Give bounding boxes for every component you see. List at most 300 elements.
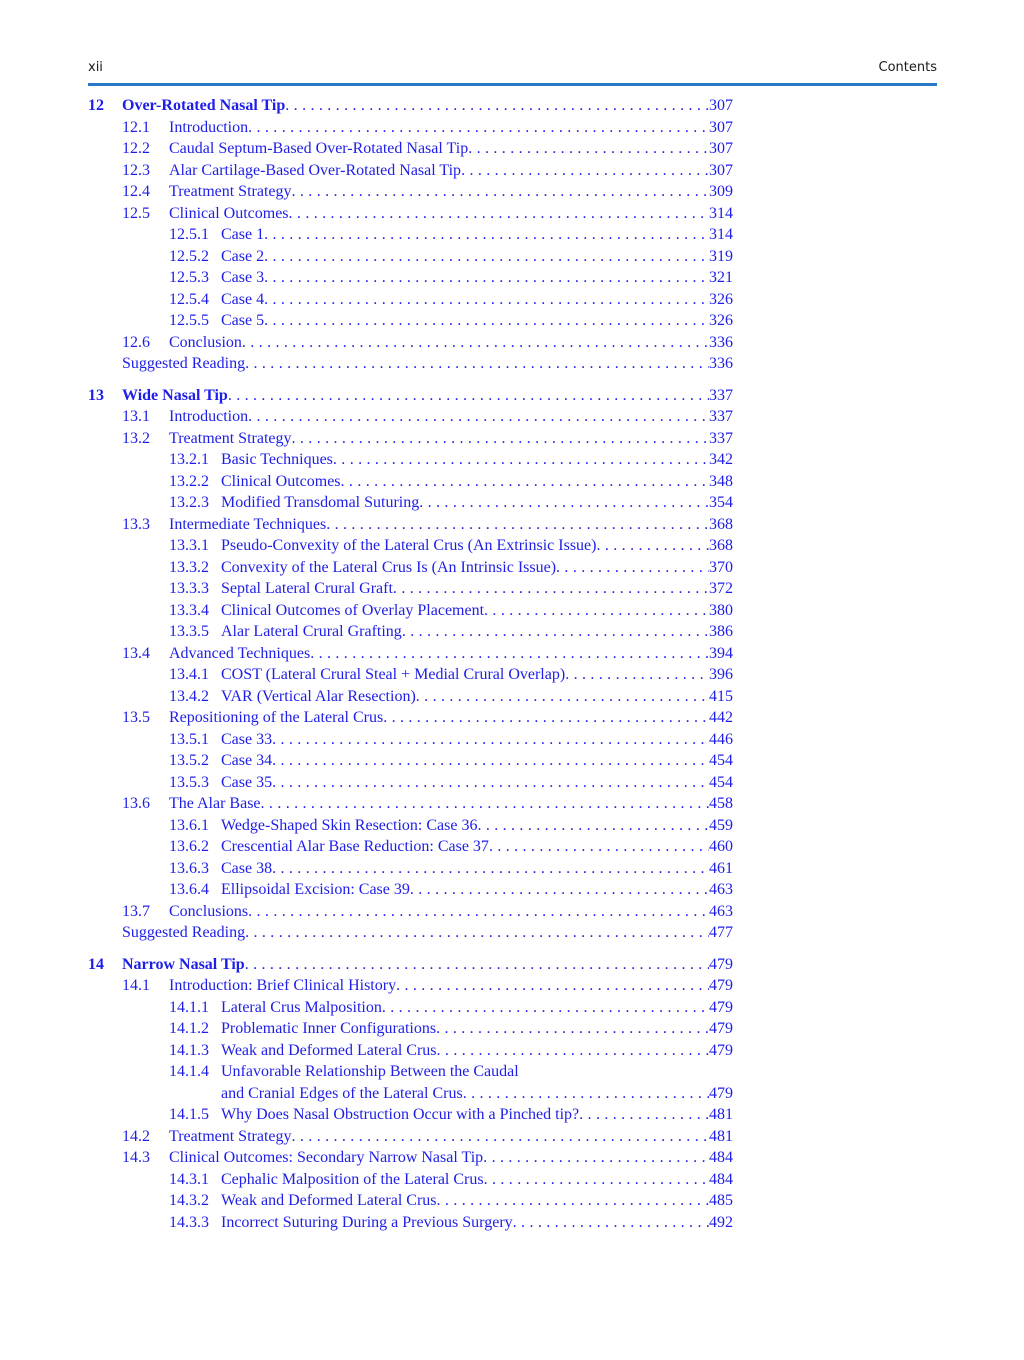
toc-entry-number: 13.6.3 (169, 859, 209, 877)
toc-entry-page: 477 (709, 924, 733, 941)
toc-entry-number: 13.4 (122, 644, 150, 662)
toc-subsection-entry[interactable] (88, 557, 733, 579)
toc-subsection-entry[interactable] (88, 578, 733, 600)
toc-subsection-entry[interactable] (88, 879, 733, 901)
toc-entry-page: 307 (709, 118, 733, 136)
toc-entry-title-continuation: and Cranial Edges of the Lateral Crus (221, 1084, 463, 1102)
toc-entry-number: 13.3.3 (169, 580, 209, 597)
toc-entry-line (221, 858, 733, 880)
toc-entry-page: 454 (709, 773, 733, 791)
toc-entry-number: 12.5.1 (169, 226, 209, 243)
toc-entry-number: 13.6 (122, 795, 150, 812)
toc-entry-number: 13.4.1 (169, 666, 209, 683)
toc-entry-title: Unfavorable Relationship Between the Caudal (221, 1063, 519, 1080)
toc-entry-number: 14.3 (122, 1149, 150, 1166)
dot-leader (477, 815, 709, 837)
toc-section-entry[interactable] (88, 138, 733, 160)
toc-entry-number: 12.2 (122, 140, 150, 157)
toc-entry-title: Convexity of the Lateral Crus Is (An Intrinsic Issue) (221, 558, 557, 576)
toc-entry-page: 481 (709, 1127, 733, 1145)
toc-entry-number: 12.6 (122, 333, 150, 351)
dot-leader (513, 1212, 709, 1234)
toc-entry-line (122, 353, 733, 375)
toc-entry-line (122, 954, 733, 976)
toc-entry-page: 479 (709, 977, 733, 994)
dot-leader (341, 471, 709, 493)
dot-leader (264, 310, 709, 332)
dot-leader (416, 686, 709, 708)
header-rule (88, 83, 937, 86)
toc-subsection-entry[interactable] (88, 267, 733, 289)
toc-subsection-entry[interactable] (88, 1018, 733, 1040)
toc-entry-title: Introduction (169, 408, 249, 425)
toc-entry-line (169, 181, 733, 203)
toc-entry-page: 479 (709, 1084, 733, 1102)
toc-entry-title: Case 3 (221, 269, 265, 286)
toc-entry-title: Case 2 (221, 247, 265, 265)
toc-entry-line (221, 750, 733, 772)
toc-subsection-entry[interactable] (88, 815, 733, 837)
toc-entry-title: Weak and Deformed Lateral Crus (221, 1192, 437, 1209)
toc-entry-page: 307 (709, 97, 733, 114)
toc-section-entry[interactable] (88, 406, 733, 428)
toc-section-entry[interactable] (88, 975, 733, 997)
toc-subsection-entry[interactable] (88, 858, 733, 880)
toc-entry-title: Intermediate Techniques (169, 515, 327, 533)
dot-leader (272, 772, 709, 794)
toc-entry-title: Suggested Reading (122, 924, 246, 941)
dot-leader (410, 879, 709, 901)
toc-entry-line (169, 1126, 733, 1148)
dot-leader (272, 729, 709, 751)
table-of-contents (88, 95, 733, 1233)
toc-entry-line (221, 535, 733, 557)
toc-entry-page: 442 (709, 709, 733, 726)
toc-entry-line (221, 1104, 733, 1126)
toc-subsection-entry[interactable] (88, 772, 733, 794)
toc-subsection-entry[interactable] (88, 289, 733, 311)
toc-entry-line (221, 1212, 733, 1234)
dot-leader (292, 1126, 710, 1148)
dot-leader (333, 449, 709, 471)
toc-section-entry[interactable] (88, 901, 733, 923)
toc-entry-page: 394 (709, 644, 733, 662)
toc-entry-page: 492 (709, 1213, 733, 1231)
toc-entry-number: 12.1 (122, 118, 150, 136)
toc-entry-title: Ellipsoidal Excision: Case 39 (221, 881, 410, 898)
toc-section-entry[interactable] (88, 1126, 733, 1148)
toc-entry-title: VAR (Vertical Alar Resection) (221, 687, 416, 705)
toc-entry-title: Clinical Outcomes: Secondary Narrow Nasal Tip (169, 1149, 484, 1166)
toc-entry-line (221, 600, 733, 622)
toc-entry-title: Case 33 (221, 730, 273, 748)
toc-entry-page: 463 (709, 881, 733, 898)
toc-entry-line (221, 879, 733, 901)
toc-entry-title: Case 35 (221, 773, 273, 791)
toc-section-entry[interactable] (88, 117, 733, 139)
toc-section-entry[interactable] (88, 428, 733, 450)
dot-leader (437, 1040, 709, 1062)
toc-entry-page: 484 (709, 1149, 733, 1166)
toc-entry-number: 13.3.5 (169, 623, 209, 640)
toc-entry-number: 13.6.2 (169, 838, 209, 855)
running-header-title: Contents (878, 60, 937, 75)
dot-leader (310, 643, 709, 665)
toc-entry-page: 336 (709, 355, 733, 372)
toc-entry-title: Weak and Deformed Lateral Crus (221, 1041, 437, 1059)
toc-entry-title: Treatment Strategy (169, 429, 292, 447)
toc-entry-page: 454 (709, 752, 733, 769)
toc-entry-line (169, 975, 733, 997)
toc-section-entry[interactable] (88, 160, 733, 182)
toc-entry-page: 368 (709, 515, 733, 533)
toc-chapter-entry[interactable] (88, 385, 733, 407)
toc-entry-page: 370 (709, 558, 733, 576)
toc-entry-title: Caudal Septum-Based Over-Rotated Nasal Tip (169, 140, 469, 157)
toc-subsection-entry[interactable] (88, 310, 733, 332)
dot-leader (468, 138, 709, 160)
toc-entry-number: 12.3 (122, 161, 150, 179)
toc-entry-page: 481 (709, 1106, 733, 1123)
toc-entry-line (169, 643, 733, 665)
toc-entry-number: 13.5.1 (169, 730, 209, 748)
toc-entry-number: 13.2.1 (169, 451, 209, 468)
toc-entry-page: 321 (709, 269, 733, 286)
toc-entry-number: 12.4 (122, 183, 150, 200)
toc-entry-line (221, 289, 733, 311)
toc-section-entry[interactable] (88, 353, 733, 375)
toc-entry-number: 13.5 (122, 709, 150, 726)
toc-entry-title: Advanced Techniques (169, 644, 311, 662)
toc-subsection-entry[interactable] (88, 471, 733, 493)
toc-entry-number: 13.6.4 (169, 881, 209, 898)
toc-subsection-entry[interactable] (88, 1104, 733, 1126)
toc-entry-title: Alar Lateral Crural Grafting (221, 623, 402, 640)
toc-entry-page: 319 (709, 247, 733, 265)
toc-entry-number: 13.3.4 (169, 601, 209, 619)
toc-entry-number: 14.3.2 (169, 1192, 209, 1209)
dot-leader (248, 406, 709, 428)
dot-leader (436, 1018, 709, 1040)
toc-entry-page: 461 (709, 859, 733, 877)
dot-leader (326, 514, 709, 536)
toc-section-entry[interactable] (88, 793, 733, 815)
dot-leader (461, 160, 709, 182)
toc-subsection-entry[interactable] (88, 686, 733, 708)
toc-subsection-entry[interactable] (88, 224, 733, 246)
toc-entry-title: Clinical Outcomes (169, 204, 289, 222)
toc-subsection-entry[interactable] (88, 492, 733, 514)
toc-entry-page: 368 (709, 537, 733, 554)
toc-entry-number: 12 (88, 97, 104, 114)
toc-entry-line (221, 1083, 733, 1105)
toc-entry-number: 14 (88, 955, 104, 973)
dot-leader (402, 621, 709, 643)
toc-entry-number: 13.7 (122, 902, 150, 920)
dot-leader (484, 1169, 709, 1191)
toc-entry-page: 326 (709, 290, 733, 308)
toc-subsection-entry[interactable] (88, 600, 733, 622)
dot-leader (565, 664, 709, 686)
toc-entry-title: Treatment Strategy (169, 183, 292, 200)
toc-entry-number: 13.3.1 (169, 537, 209, 554)
toc-entry-title: The Alar Base (169, 795, 261, 812)
toc-entry-line (221, 492, 733, 514)
toc-entry-number: 12.5.3 (169, 269, 209, 286)
toc-entry-page: 479 (709, 1041, 733, 1059)
toc-subsection-entry[interactable] (88, 750, 733, 772)
toc-entry-line (221, 1190, 733, 1212)
toc-entry-title: Cephalic Malposition of the Lateral Crus (221, 1170, 484, 1188)
dot-leader (264, 246, 709, 268)
toc-entry-line (169, 793, 733, 815)
toc-subsection-entry[interactable] (88, 621, 733, 643)
toc-entry-number: 14.1.3 (169, 1041, 209, 1059)
toc-entry-number: 14.1.4 (169, 1063, 209, 1080)
toc-entry-line (221, 815, 733, 837)
toc-entry-page: 485 (709, 1192, 733, 1209)
toc-entry-page: 307 (709, 140, 733, 157)
toc-entry-number: 13.4.2 (169, 687, 209, 705)
toc-entry-title: Case 4 (221, 290, 265, 308)
dot-leader (272, 858, 709, 880)
toc-entry-line (221, 310, 733, 332)
toc-entry-number: 12.5.2 (169, 247, 209, 265)
toc-entry-title: Clinical Outcomes of Overlay Placement (221, 601, 485, 619)
toc-entry-line (221, 224, 733, 246)
toc-entry-page: 446 (709, 730, 733, 748)
toc-entry-title: COST (Lateral Crural Steal + Medial Crural Overlap) (221, 666, 566, 683)
dot-leader (245, 954, 709, 976)
toc-subsection-entry[interactable] (88, 997, 733, 1019)
toc-entry-continuation-line (88, 1083, 733, 1105)
toc-entry-number: 13.2.2 (169, 472, 209, 490)
toc-subsection-entry[interactable] (88, 1212, 733, 1234)
dot-leader (419, 492, 709, 514)
toc-entry-page: 314 (709, 226, 733, 243)
dot-leader (463, 1083, 709, 1105)
toc-entry-number: 14.2 (122, 1127, 150, 1145)
toc-entry-page: 309 (709, 183, 733, 200)
toc-entry-title: Case 38 (221, 859, 273, 877)
toc-entry-number: 12.5.5 (169, 312, 209, 329)
toc-entry-number: 13.5.3 (169, 773, 209, 791)
toc-entry-page: 348 (709, 472, 733, 490)
toc-entry-number: 14.3.3 (169, 1213, 209, 1231)
toc-entry-number: 14.1.1 (169, 998, 209, 1016)
toc-entry-line (169, 138, 733, 160)
toc-entry-line (122, 922, 733, 944)
dot-leader (579, 1104, 709, 1126)
dot-leader (248, 117, 709, 139)
toc-entry-line (169, 1147, 733, 1169)
toc-entry-line (169, 707, 733, 729)
toc-entry-page: 386 (709, 623, 733, 640)
dot-leader (483, 1147, 709, 1169)
toc-entry-title: Suggested Reading (122, 355, 246, 372)
toc-entry-number: 13.3.2 (169, 558, 209, 576)
toc-entry-title: Problematic Inner Configurations (221, 1020, 437, 1037)
dot-leader (393, 578, 709, 600)
toc-entry-line (169, 514, 733, 536)
toc-entry-number: 14.1.2 (169, 1020, 209, 1037)
toc-entry-title: Lateral Crus Malposition (221, 998, 382, 1016)
toc-entry-number: 13.2 (122, 429, 150, 447)
toc-entry-page: 479 (709, 955, 733, 973)
page-number: xii (88, 60, 103, 75)
toc-entry-page: 463 (709, 902, 733, 920)
dot-leader (556, 557, 709, 579)
toc-subsection-entry[interactable] (88, 1190, 733, 1212)
toc-section-entry[interactable] (88, 332, 733, 354)
toc-entry-line (169, 332, 733, 354)
toc-entry-line (221, 246, 733, 268)
dot-leader (484, 600, 709, 622)
dot-leader (264, 289, 709, 311)
toc-subsection-entry[interactable] (88, 729, 733, 751)
dot-leader (596, 535, 709, 557)
toc-entry-number: 12.5.4 (169, 290, 209, 308)
toc-section-entry[interactable] (88, 643, 733, 665)
toc-entry-line (122, 95, 733, 117)
toc-entry-page: 415 (709, 687, 733, 705)
toc-section-entry[interactable] (88, 181, 733, 203)
toc-entry-title: Septal Lateral Crural Graft (221, 580, 393, 597)
toc-entry-page: 396 (709, 666, 733, 683)
toc-entry-line (221, 686, 733, 708)
toc-entry-page: 479 (709, 1020, 733, 1037)
toc-entry-title: Introduction (169, 118, 249, 136)
toc-subsection-entry[interactable] (88, 664, 733, 686)
toc-entry-line (169, 117, 733, 139)
toc-entry-title: Wide Nasal Tip (122, 386, 228, 404)
dot-leader (382, 997, 709, 1019)
toc-entry-title: Narrow Nasal Tip (122, 955, 245, 973)
toc-entry-number: 13.2.3 (169, 494, 209, 511)
toc-subsection-entry[interactable] (88, 836, 733, 858)
toc-entry-line (221, 557, 733, 579)
dot-leader (292, 181, 710, 203)
toc-entry-page: 479 (709, 998, 733, 1016)
toc-section-entry[interactable] (88, 514, 733, 536)
toc-entry-line (122, 385, 733, 407)
toc-section-entry[interactable] (88, 1147, 733, 1169)
toc-entry-title: Treatment Strategy (169, 1127, 292, 1145)
toc-entry-title: Clinical Outcomes (221, 472, 341, 490)
toc-chapter-entry[interactable] (88, 95, 733, 117)
dot-leader (272, 750, 709, 772)
toc-entry-page: 484 (709, 1170, 733, 1188)
toc-entry-page: 337 (709, 408, 733, 425)
toc-entry-page: 307 (709, 161, 733, 179)
toc-entry-number: 13.3 (122, 515, 150, 533)
toc-entry-page: 380 (709, 601, 733, 619)
toc-entry-title: Case 5 (221, 312, 265, 329)
dot-leader (292, 428, 710, 450)
dot-leader (242, 332, 709, 354)
dot-leader (396, 975, 709, 997)
toc-entry-line (221, 267, 733, 289)
toc-entry-title: Introduction: Brief Clinical History (169, 977, 397, 994)
toc-section-entry[interactable] (88, 922, 733, 944)
toc-entry-title: Crescential Alar Base Reduction: Case 37 (221, 838, 489, 855)
toc-subsection-entry[interactable] (88, 535, 733, 557)
toc-entry-page: 326 (709, 312, 733, 329)
toc-entry-number: 12.5 (122, 204, 150, 222)
dot-leader (245, 353, 709, 375)
toc-entry-page: 459 (709, 816, 733, 834)
dot-leader (248, 901, 709, 923)
toc-subsection-entry[interactable] (88, 449, 733, 471)
toc-entry-line (221, 471, 733, 493)
toc-entry-line (221, 772, 733, 794)
toc-entry-line (221, 1169, 733, 1191)
toc-entry-number: 14.3.1 (169, 1170, 209, 1188)
toc-entry-line (169, 428, 733, 450)
toc-entry-title: Basic Techniques (221, 451, 333, 468)
toc-subsection-entry[interactable] (88, 1040, 733, 1062)
toc-entry-number: 13 (88, 386, 104, 404)
running-header (88, 60, 937, 80)
toc-entry-title: Conclusion (169, 333, 242, 351)
dot-leader (264, 267, 709, 289)
dot-leader (437, 1190, 709, 1212)
toc-section-entry[interactable] (88, 707, 733, 729)
toc-entry-line (221, 621, 733, 643)
toc-entry-line (169, 406, 733, 428)
dot-leader (489, 836, 709, 858)
toc-entry-title: Case 34 (221, 752, 273, 769)
toc-entry-line (169, 160, 733, 182)
toc-entry-line (221, 997, 733, 1019)
toc-entry-title: Pseudo-Convexity of the Lateral Crus (An Extrinsic Issue) (221, 537, 597, 554)
toc-subsection-entry[interactable] (88, 1169, 733, 1191)
toc-entry-line (221, 729, 733, 751)
toc-entry-page: 336 (709, 333, 733, 351)
toc-entry-page: 460 (709, 838, 733, 855)
toc-entry-line (221, 1018, 733, 1040)
toc-entry-title: Incorrect Suturing During a Previous Surgery (221, 1213, 513, 1231)
toc-entry-line (221, 1040, 733, 1062)
toc-entry-title: Why Does Nasal Obstruction Occur with a Pinched tip? (221, 1106, 580, 1123)
toc-entry-page: 314 (709, 204, 733, 222)
toc-section-entry[interactable] (88, 203, 733, 225)
toc-entry-number: 14.1 (122, 977, 150, 994)
toc-entry-page: 337 (709, 386, 733, 404)
dot-leader (228, 385, 709, 407)
toc-entry-line (169, 203, 733, 225)
toc-entry-number: 13.5.2 (169, 752, 209, 769)
toc-entry-title: Repositioning of the Lateral Crus (169, 709, 384, 726)
toc-entry-title: Wedge-Shaped Skin Resection: Case 36 (221, 816, 478, 834)
toc-entry-page: 458 (709, 795, 733, 812)
toc-subsection-entry[interactable] (88, 246, 733, 268)
toc-entry-page: 342 (709, 451, 733, 468)
toc-entry-title: Conclusions (169, 902, 249, 920)
toc-entry-number: 14.1.5 (169, 1106, 209, 1123)
toc-entry-page: 372 (709, 580, 733, 597)
toc-subsection-entry[interactable] (88, 1061, 733, 1083)
toc-entry-page: 337 (709, 429, 733, 447)
toc-entry-line (221, 836, 733, 858)
toc-chapter-entry[interactable] (88, 954, 733, 976)
toc-entry-line (169, 901, 733, 923)
toc-entry-line (221, 664, 733, 686)
toc-entry-line (221, 578, 733, 600)
toc-entry-title: Alar Cartilage-Based Over-Rotated Nasal Tip (169, 161, 462, 179)
dot-leader (285, 95, 709, 117)
toc-entry-number: 13.1 (122, 408, 150, 425)
